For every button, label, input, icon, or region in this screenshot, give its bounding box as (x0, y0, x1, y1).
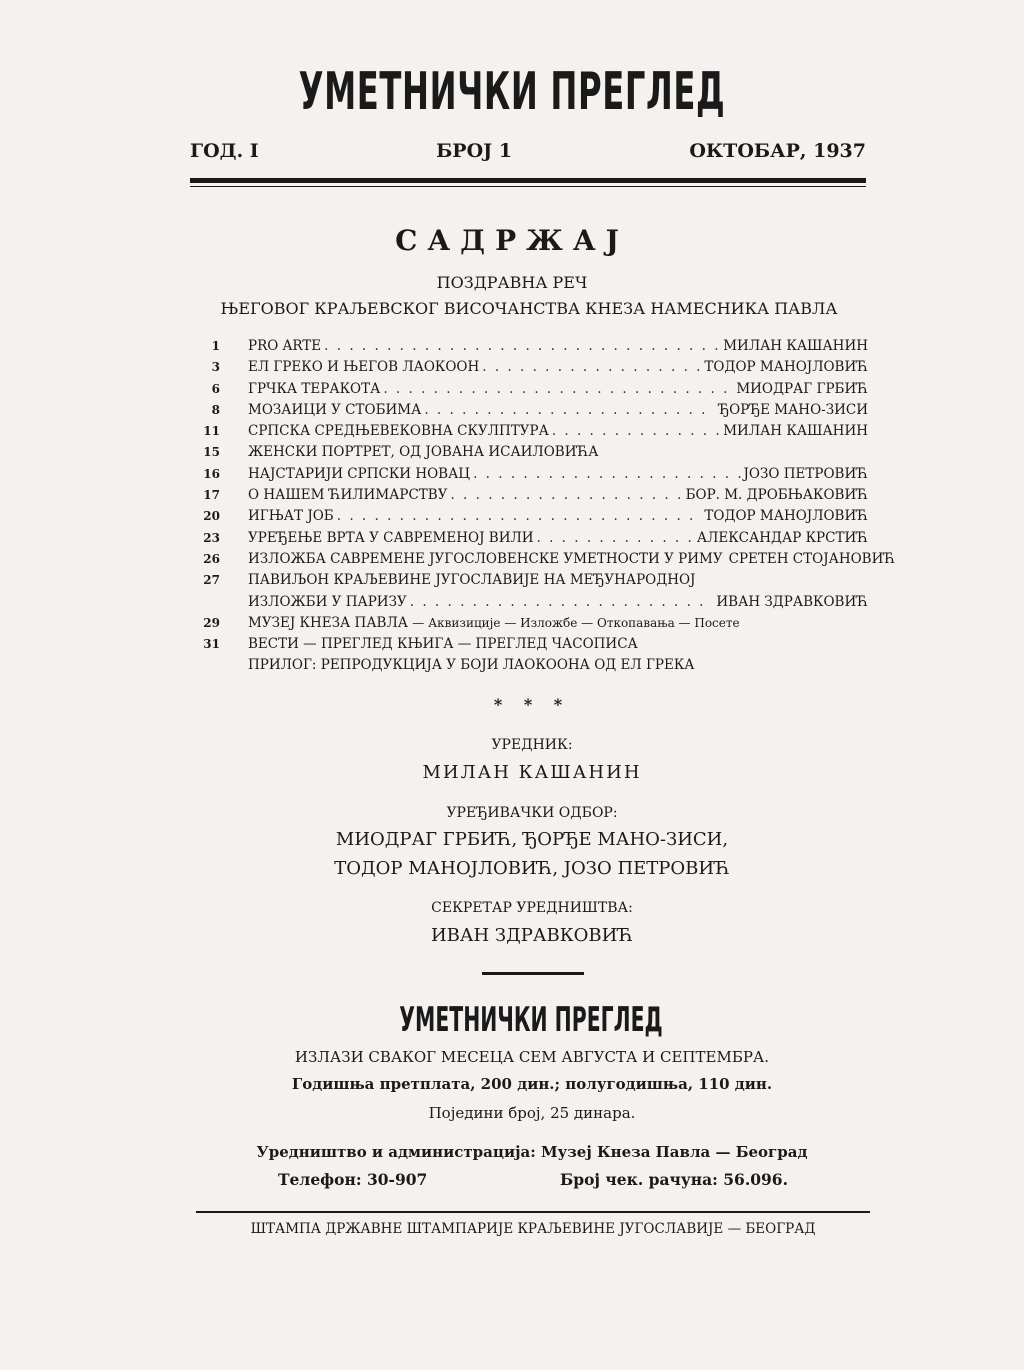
toc-entry (190, 506, 868, 527)
toc-page: 29 (203, 615, 220, 630)
toc-author: ТОДОР МАНОЈЛОВИЋ (704, 508, 868, 525)
toc-title: СРПСКА СРЕДЊЕВЕКОВНА СКУЛПТУРА (248, 423, 549, 440)
toc-title: ЕЛ ГРЕКО И ЊЕГОВ ЛАОКООН (248, 359, 480, 376)
toc-leader (383, 379, 733, 400)
toc-entry (190, 549, 896, 570)
toc-author: БОР. М. ДРОБЊАКОВИЋ (685, 487, 868, 504)
board-line-1: МИОДРАГ ГРБИЋ, ЂОРЂЕ МАНО-ЗИСИ, (335, 829, 729, 850)
toc-author: СРЕТЕН СТОЈАНОВИЋ (728, 550, 896, 567)
toc-entry (190, 485, 868, 506)
toc-leader (337, 506, 702, 527)
toc-author: ИВАН ЗДРАВКОВИЋ (716, 593, 868, 610)
toc-page: 23 (203, 530, 220, 545)
secretary-label: СЕКРЕТАР УРЕДНИШТВА: (431, 900, 633, 916)
masthead-title: УМЕТНИЧКИ ПРЕГЛЕД (298, 62, 726, 122)
toc-title: ИЗЛОЖБИ У ПАРИЗУ (248, 593, 407, 610)
toc-leader (537, 528, 694, 549)
toc-entry (190, 400, 868, 421)
board-line-2: ТОДОР МАНОЈЛОВИЋ, ЈОЗО ПЕТРОВИЋ (334, 858, 730, 879)
toc-title: ИЗЛОЖБА САВРЕМЕНЕ ЈУГОСЛОВЕНСКЕ УМЕТНОСТИ У РИМУ (248, 550, 723, 567)
toc-page: 3 (211, 360, 220, 375)
toc-title: ПАВИЉОН КРАЉЕВИНЕ ЈУГОСЛАВИЈЕ НА МЕЂУНАРОДНОЈ (248, 572, 696, 589)
toc-title: НАЈСТАРИЈИ СРПСКИ НОВАЦ (248, 465, 471, 482)
toc-entry (190, 421, 868, 442)
toc-leader (410, 592, 714, 613)
header-rule (190, 178, 866, 183)
greeting-line-2: ЊЕГОВОГ КРАЉЕВСКОГ ВИСОЧАНСТВА КНЕЗА НАМЕСНИКА ПАВЛА (220, 299, 838, 318)
toc-page: 27 (203, 573, 220, 588)
toc-title: УРЕЂЕЊЕ ВРТА У САВРЕМЕНОЈ ВИЛИ (248, 529, 534, 546)
toc-title: О НАШЕМ ЋИЛИМАРСТВУ (248, 487, 448, 504)
toc-title: МОЗАИЦИ У СТОБИМА (248, 401, 422, 418)
toc-author: ТОДОР МАНОЈЛОВИЋ (704, 359, 868, 376)
toc-page: 11 (203, 424, 220, 439)
footer-rule (196, 1211, 870, 1213)
toc-author: МИЛАН КАШАНИН (723, 423, 868, 440)
toc-title: ИГЊАТ ЈОБ (248, 508, 334, 525)
toc-entry (190, 357, 868, 378)
toc-entry (190, 464, 868, 485)
section-rule (482, 972, 584, 975)
toc-author: МИЛАН КАШАНИН (723, 338, 868, 354)
board-label: УРЕЂИВАЧКИ ОДБОР: (446, 805, 618, 821)
single-issue-price: Поједини број, 25 динара. (428, 1104, 636, 1122)
toc-leader (424, 400, 715, 421)
toc-page: 1 (211, 339, 220, 353)
editor-name: МИЛАН КАШАНИН (422, 762, 642, 783)
toc-entry (190, 336, 868, 357)
subscription-price: Годишња претплата, 200 дин.; полугодишња, 110 дин. (291, 1075, 773, 1093)
issue-line (190, 140, 866, 162)
toc-author: ЈОЗО ПЕТРОВИЋ (743, 465, 868, 482)
toc-leader (482, 357, 701, 378)
separator-stars: * * * (493, 695, 571, 714)
toc-title: МУЗЕЈ КНЕЗА ПАВЛА (248, 614, 408, 631)
editor-label: УРЕДНИК: (491, 737, 573, 753)
toc-page: 17 (203, 488, 220, 503)
secretary-name: ИВАН ЗДРАВКОВИЋ (430, 925, 634, 946)
toc-entry (190, 613, 868, 634)
volume-label: ГОД. I (190, 140, 259, 162)
toc-title: ВЕСТИ — ПРЕГЛЕД КЊИГА — ПРЕГЛЕД ЧАСОПИСА (248, 636, 638, 653)
toc-entry (190, 528, 868, 549)
toc-author: ЂОРЂЕ МАНО-ЗИСИ (718, 401, 868, 418)
toc-entry (190, 634, 868, 655)
toc-page: 6 (211, 381, 220, 396)
toc-heading: САДРЖАЈ (395, 224, 629, 257)
toc-entry (190, 655, 868, 676)
toc-entry (190, 592, 868, 613)
toc-title: ГРЧКА ТЕРАКОТА (248, 380, 381, 397)
toc-page: 26 (203, 551, 220, 566)
toc-author: АЛЕКСАНДАР КРСТИЋ (696, 529, 868, 546)
toc-page: 31 (203, 637, 220, 652)
toc-title: ЖЕНСКИ ПОРТРЕТ, ОД ЈОВАНА ИСАИЛОВИЋА (248, 444, 599, 461)
header-rule-thin (190, 186, 866, 187)
publication-frequency: ИЗЛАЗИ СВАКОГ МЕСЕЦА СЕМ АВГУСТА И СЕПТЕМБРА. (294, 1048, 770, 1066)
toc-title: ПРИЛОГ: РЕПРОДУКЦИЈА У БОЈИ ЛАОКООНА ОД ЕЛ ГРЕКА (248, 657, 695, 674)
account-number: Број чек. рачуна: 56.096. (560, 1170, 788, 1189)
greeting-line-1: ПОЗДРАВНА РЕЧ (436, 273, 588, 292)
table-of-contents (190, 336, 896, 677)
toc-entry (190, 379, 868, 400)
toc-entry (190, 442, 868, 463)
issue-date: ОКТОБАР, 1937 (689, 140, 866, 162)
toc-page: 20 (203, 509, 220, 524)
toc-page: 8 (211, 402, 220, 417)
issue-number: БРОЈ 1 (436, 140, 512, 162)
toc-title: PRO ARTE (248, 338, 322, 354)
toc-subtitle: — Аквизиције — Изложбе — Откопавања — Посете (412, 615, 740, 630)
phone-number: Телефон: 30-907 (278, 1170, 428, 1189)
toc-leader (552, 421, 720, 442)
publication-title: УМЕТНИЧКИ ПРЕГЛЕД (399, 1000, 663, 1040)
toc-leader (324, 336, 720, 357)
toc-page: 15 (203, 445, 220, 460)
printer-line: ШТАМПА ДРЖАВНЕ ШТАМПАРИЈЕ КРАЉЕВИНЕ ЈУГОСЛАВИЈЕ — БЕОГРАД (250, 1221, 816, 1237)
toc-leader (473, 464, 740, 485)
contact-line (278, 1170, 788, 1189)
toc-page: 16 (203, 466, 220, 481)
toc-author: МИОДРАГ ГРБИЋ (736, 380, 868, 397)
office-address: Уредништво и администрација: Музеј Кнеза Павла — Београд (256, 1143, 808, 1161)
toc-entry (190, 570, 868, 591)
toc-leader (450, 485, 682, 506)
